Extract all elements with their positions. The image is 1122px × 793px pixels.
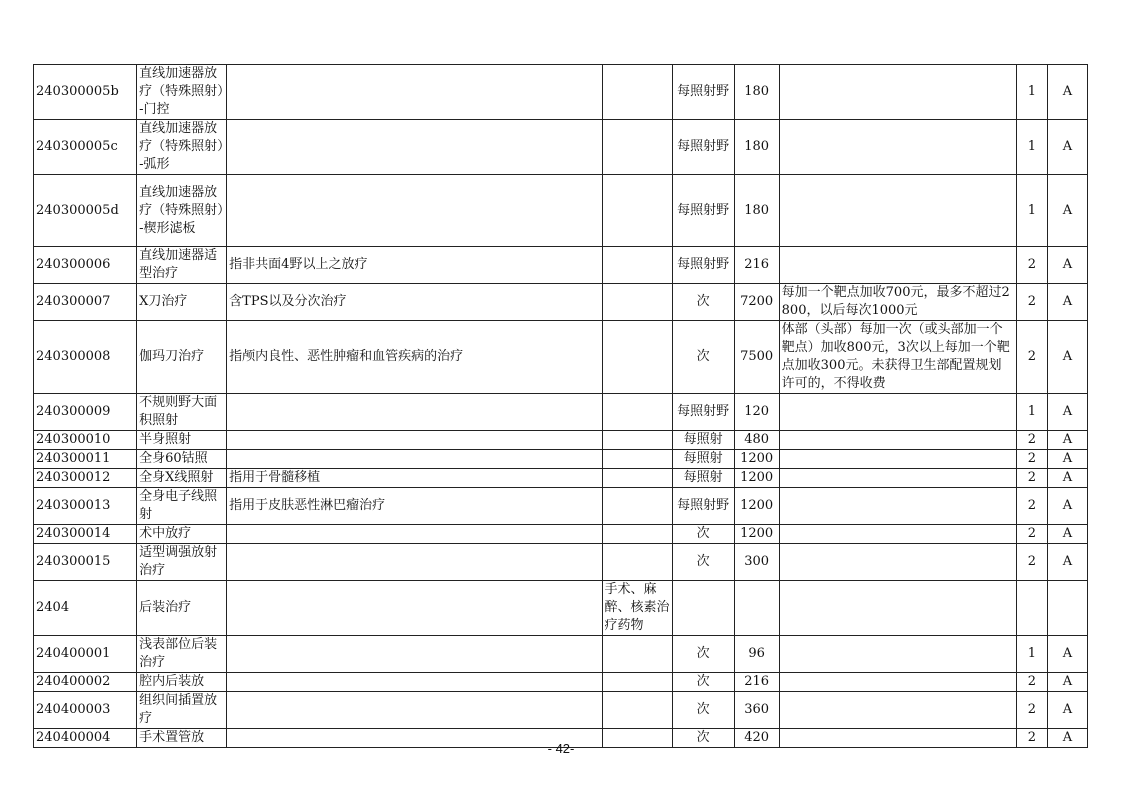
row-code: 240300007 [34,284,137,321]
row-unit: 每照射野 [672,120,734,175]
row-content: 指颅内良性、恶性肿瘤和血管疾病的治疗 [227,321,602,394]
row-class: 1 [1016,175,1047,247]
row-grade: A [1047,120,1087,175]
row-unit: 次 [672,729,734,748]
row-exclusions [602,488,672,525]
row-unit: 每照射野 [672,65,734,120]
row-exclusions [602,431,672,450]
row-code: 240300010 [34,431,137,450]
row-code: 240300015 [34,544,137,581]
row-class: 2 [1016,525,1047,544]
row-unit: 次 [672,673,734,692]
row-note [779,544,1016,581]
row-note [779,247,1016,284]
row-note [779,120,1016,175]
row-exclusions [602,65,672,120]
row-exclusions [602,636,672,673]
row-class: 2 [1016,469,1047,488]
row-code: 240300008 [34,321,137,394]
row-unit: 次 [672,284,734,321]
row-content [227,394,602,431]
table-row [34,488,1088,525]
row-unit [672,581,734,636]
row-name: 手术置管放 [137,729,227,748]
row-grade: A [1047,729,1087,748]
row-price: 1200 [734,450,779,469]
row-note [779,450,1016,469]
row-content [227,544,602,581]
row-grade: A [1047,284,1087,321]
row-note [779,488,1016,525]
row-grade: A [1047,469,1087,488]
row-price: 1200 [734,469,779,488]
table-row [34,321,1088,394]
row-class: 2 [1016,729,1047,748]
row-code: 240300006 [34,247,137,284]
row-unit: 每照射野 [672,488,734,525]
row-name: 适型调强放射治疗 [137,544,227,581]
row-price: 360 [734,692,779,729]
row-price: 420 [734,729,779,748]
row-code: 240300012 [34,469,137,488]
row-note [779,525,1016,544]
row-class [1016,581,1047,636]
row-note [779,673,1016,692]
row-note: 每加一个靶点加收700元，最多不超过2800，以后每次1000元 [779,284,1016,321]
row-name: 不规则野大面积照射 [137,394,227,431]
row-class: 1 [1016,636,1047,673]
row-content [227,673,602,692]
row-grade: A [1047,247,1087,284]
row-price: 216 [734,673,779,692]
row-name: 腔内后装放 [137,673,227,692]
row-name: 伽玛刀治疗 [137,321,227,394]
row-price: 1200 [734,525,779,544]
row-price: 300 [734,544,779,581]
row-code: 240400001 [34,636,137,673]
row-class: 2 [1016,431,1047,450]
row-class: 1 [1016,394,1047,431]
row-grade: A [1047,65,1087,120]
row-note: 体部（头部）每加一次（或头部加一个靶点）加收800元，3次以上每加一个靶点加收300元。未获得卫生部配置规划许可的，不得收费 [779,321,1016,394]
row-grade: A [1047,450,1087,469]
row-grade: A [1047,692,1087,729]
row-content [227,525,602,544]
row-code: 240300014 [34,525,137,544]
row-exclusions [602,247,672,284]
row-unit: 次 [672,636,734,673]
fee-table-body [34,65,1088,748]
table-row [34,525,1088,544]
row-price: 1200 [734,488,779,525]
row-code: 240300011 [34,450,137,469]
row-note [779,394,1016,431]
row-exclusions [602,120,672,175]
row-content [227,636,602,673]
row-class: 2 [1016,488,1047,525]
row-unit: 次 [672,321,734,394]
row-code: 240300009 [34,394,137,431]
row-code: 2404 [34,581,137,636]
row-grade: A [1047,394,1087,431]
row-content: 指用于骨髓移植 [227,469,602,488]
row-code: 240400003 [34,692,137,729]
row-name: 术中放疗 [137,525,227,544]
row-class: 1 [1016,120,1047,175]
row-exclusions: 手术、麻醉、核素治疗药物 [602,581,672,636]
row-grade: A [1047,175,1087,247]
row-class: 1 [1016,65,1047,120]
row-code: 240300005b [34,65,137,120]
table-row [34,120,1088,175]
row-content [227,450,602,469]
row-unit: 次 [672,525,734,544]
row-note [779,469,1016,488]
row-exclusions [602,284,672,321]
row-price: 7500 [734,321,779,394]
table-row [34,469,1088,488]
row-note [779,581,1016,636]
row-note [779,431,1016,450]
row-class: 2 [1016,321,1047,394]
row-content [227,692,602,729]
row-grade [1047,581,1087,636]
row-content [227,120,602,175]
row-unit: 次 [672,692,734,729]
row-class: 2 [1016,247,1047,284]
row-class: 2 [1016,692,1047,729]
row-grade: A [1047,544,1087,581]
row-code: 240400002 [34,673,137,692]
row-grade: A [1047,636,1087,673]
row-unit: 次 [672,544,734,581]
row-exclusions [602,673,672,692]
row-grade: A [1047,321,1087,394]
row-name: 直线加速器放疗（特殊照射）-弧形 [137,120,227,175]
row-name: 组织间插置放疗 [137,692,227,729]
row-note [779,636,1016,673]
row-exclusions [602,175,672,247]
row-name: 后装治疗 [137,581,227,636]
table-row [34,673,1088,692]
page-number: - 42- [547,741,575,756]
table-row [34,544,1088,581]
row-grade: A [1047,431,1087,450]
table-row [34,247,1088,284]
row-exclusions [602,321,672,394]
row-note [779,692,1016,729]
row-unit: 每照射野 [672,394,734,431]
fee-table [33,64,1088,748]
row-unit: 每照射 [672,469,734,488]
row-name: 全身60钴照 [137,450,227,469]
row-price: 180 [734,175,779,247]
row-content: 指非共面4野以上之放疗 [227,247,602,284]
row-unit: 每照射 [672,431,734,450]
row-exclusions [602,450,672,469]
table-row [34,394,1088,431]
row-price: 7200 [734,284,779,321]
row-grade: A [1047,673,1087,692]
row-content [227,65,602,120]
row-content [227,431,602,450]
row-exclusions [602,544,672,581]
row-price: 180 [734,120,779,175]
row-price: 96 [734,636,779,673]
table-row [34,692,1088,729]
row-note [779,65,1016,120]
row-price: 180 [734,65,779,120]
row-exclusions [602,394,672,431]
row-code: 240300005c [34,120,137,175]
table-row [34,65,1088,120]
row-code: 240300005d [34,175,137,247]
row-grade: A [1047,525,1087,544]
row-content [227,581,602,636]
row-name: 直线加速器适型治疗 [137,247,227,284]
row-price: 216 [734,247,779,284]
row-price: 480 [734,431,779,450]
table-row [34,581,1088,636]
row-name: X刀治疗 [137,284,227,321]
row-exclusions [602,525,672,544]
row-class: 2 [1016,284,1047,321]
row-name: 半身照射 [137,431,227,450]
table-row [34,636,1088,673]
row-name: 直线加速器放疗（特殊照射）-门控 [137,65,227,120]
row-name: 直线加速器放疗（特殊照射）-楔形滤板 [137,175,227,247]
row-unit: 每照射野 [672,247,734,284]
row-name: 浅表部位后装治疗 [137,636,227,673]
row-note [779,175,1016,247]
row-price [734,581,779,636]
row-name: 全身X线照射 [137,469,227,488]
row-grade: A [1047,488,1087,525]
row-unit: 每照射 [672,450,734,469]
row-content: 指用于皮肤恶性淋巴瘤治疗 [227,488,602,525]
row-code: 240400004 [34,729,137,748]
row-content [227,175,602,247]
row-name: 全身电子线照射 [137,488,227,525]
row-code: 240300013 [34,488,137,525]
table-row [34,284,1088,321]
table-row [34,450,1088,469]
row-content: 含TPS以及分次治疗 [227,284,602,321]
row-price: 120 [734,394,779,431]
table-row [34,175,1088,247]
row-exclusions [602,469,672,488]
row-class: 2 [1016,673,1047,692]
table-row [34,431,1088,450]
row-class: 2 [1016,450,1047,469]
row-exclusions [602,692,672,729]
row-class: 2 [1016,544,1047,581]
row-unit: 每照射野 [672,175,734,247]
